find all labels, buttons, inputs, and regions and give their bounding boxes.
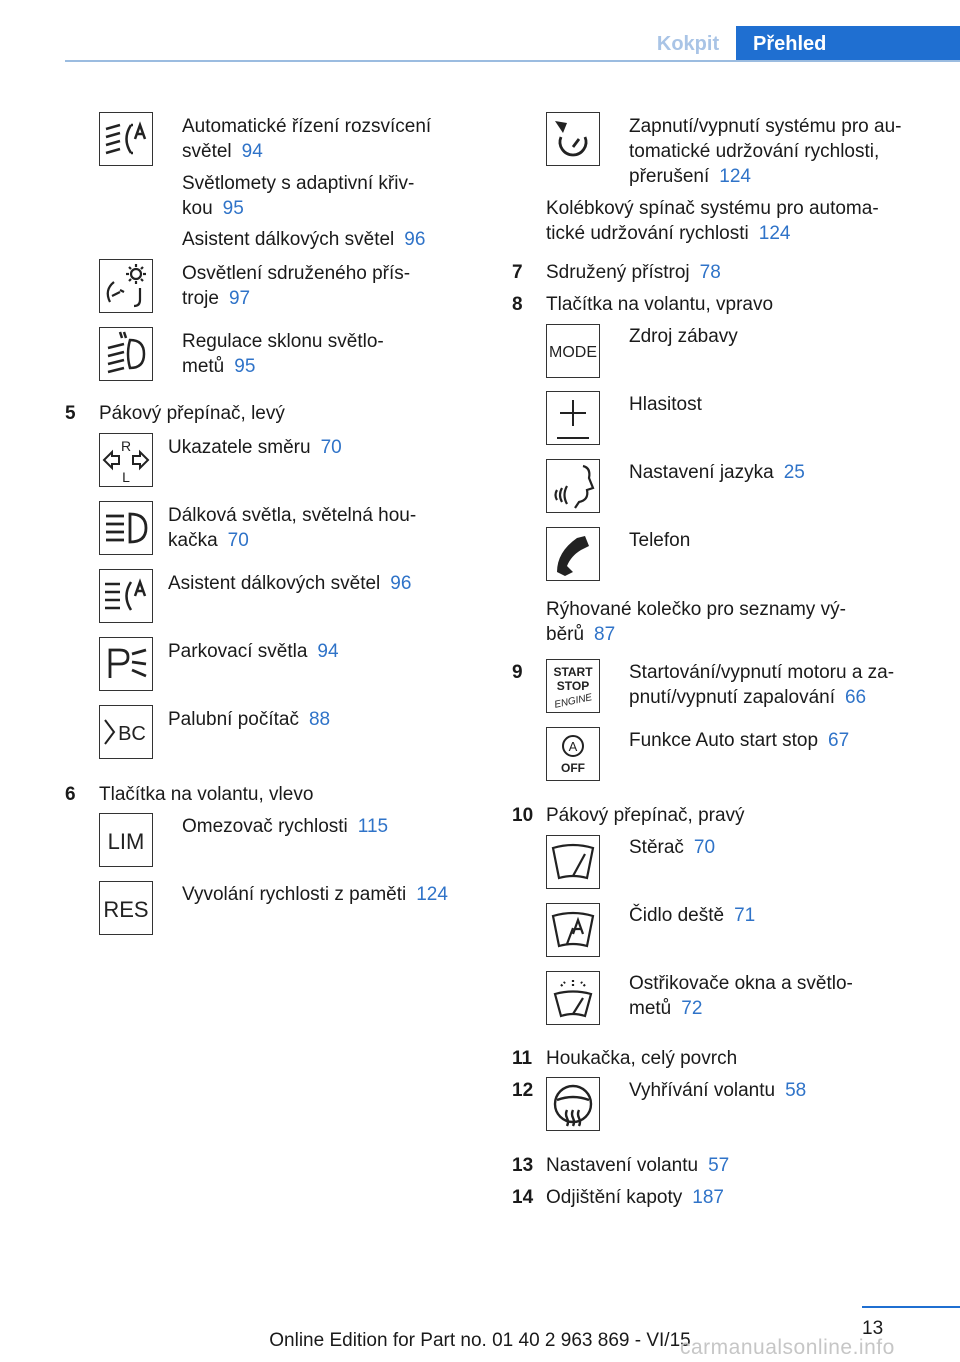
page-ref[interactable]: 67 xyxy=(828,730,850,751)
mode-button-icon xyxy=(546,324,600,378)
svg-text:A: A xyxy=(568,739,578,754)
page-ref[interactable]: 70 xyxy=(320,437,342,458)
svg-text:START: START xyxy=(553,665,593,679)
auto-headlight-icon xyxy=(99,112,153,166)
page-ref[interactable]: 95 xyxy=(234,356,256,377)
page-ref[interactable]: 78 xyxy=(699,262,721,283)
page-ref[interactable]: 25 xyxy=(783,462,805,483)
turn-signal-icon xyxy=(99,433,153,487)
svg-text:L: L xyxy=(122,469,130,485)
svg-text:MODE: MODE xyxy=(549,344,597,361)
start-stop-button-icon xyxy=(546,659,600,713)
page-ref[interactable]: 94 xyxy=(317,641,339,662)
section-number-9: 9 xyxy=(512,662,523,683)
tab-kokpit[interactable]: Kokpit xyxy=(656,33,720,55)
page-ref[interactable]: 124 xyxy=(416,884,448,905)
item-volume: Hlasitost xyxy=(629,394,702,415)
high-beam-icon xyxy=(99,501,153,555)
item-high-beam-assist: Asistent dálkových světel 96 xyxy=(182,229,426,250)
page-ref[interactable]: 96 xyxy=(404,229,426,250)
steering-heat-icon xyxy=(546,1077,600,1131)
item-washer: Ostřikovače okna a světlo- metů 72 xyxy=(629,973,853,1019)
item-headlight-range: Regulace sklonu světlo- metů 95 xyxy=(182,331,384,377)
wiper-icon xyxy=(546,835,600,889)
item-language-setting: Nastavení jazyka 25 xyxy=(629,462,805,483)
item-steering-heat: Vyhřívání volantu 58 xyxy=(629,1080,807,1101)
section-title-8: Tlačítka na volantu, vpravo xyxy=(546,294,774,315)
page-ref[interactable]: 95 xyxy=(222,198,244,219)
section-number-13: 13 xyxy=(512,1155,534,1176)
item-resume-speed: Vyvolání rychlosti z paměti 124 xyxy=(182,884,448,905)
page-ref[interactable]: 97 xyxy=(228,288,251,309)
item-auto-headlight: Automatické řízení rozsvícení světel 94 xyxy=(182,116,432,162)
section-title-13: Nastavení volantu 57 xyxy=(546,1155,730,1176)
item-turn-signal: Ukazatele směru 70 xyxy=(168,437,342,458)
section-title-10: Pákový přepínač, pravý xyxy=(546,805,745,826)
parking-light-icon xyxy=(99,637,153,691)
section-number-10: 10 xyxy=(512,805,534,826)
page-ref[interactable]: 70 xyxy=(227,530,249,551)
item-cruise-control: Zapnutí/vypnutí systému pro au- tomatické udržování rychlosti, přerušení 124 xyxy=(629,116,902,187)
item-entertainment-source: Zdroj zábavy xyxy=(629,326,738,347)
section-number-8: 8 xyxy=(512,294,523,315)
section-number-6: 6 xyxy=(65,784,76,805)
tab-prehled[interactable]: Přehled xyxy=(736,26,960,62)
page-ref[interactable]: 72 xyxy=(681,998,703,1019)
item-board-computer: Palubní počítač 88 xyxy=(168,709,331,730)
section-number-12: 12 xyxy=(512,1080,534,1101)
header-rule xyxy=(65,60,960,62)
section-title-5: Pákový přepínač, levý xyxy=(99,403,285,424)
item-high-beam-assist-2: Asistent dálkových světel 96 xyxy=(168,573,412,594)
voice-command-icon xyxy=(546,459,600,513)
high-beam-assist-icon xyxy=(99,569,153,623)
rain-sensor-icon xyxy=(546,903,600,957)
item-high-beam: Dálková světla, světelná hou- kačka 70 xyxy=(168,505,417,551)
page-number-rule xyxy=(862,1306,960,1308)
page-ref[interactable]: 88 xyxy=(308,709,331,730)
section-number-11: 11 xyxy=(512,1048,533,1069)
board-computer-icon xyxy=(99,705,153,759)
washer-icon xyxy=(546,971,600,1025)
item-auto-start-stop: Funkce Auto start stop 67 xyxy=(629,730,850,751)
section-title-11: Houkačka, celý povrch xyxy=(546,1048,738,1069)
page-ref[interactable]: 58 xyxy=(785,1080,807,1101)
item-wiper: Stěrač 70 xyxy=(629,837,716,858)
item-speed-limiter: Omezovač rychlosti 115 xyxy=(182,816,389,837)
page-ref[interactable]: 71 xyxy=(734,905,756,926)
item-adaptive-headlight: Světlomety s adaptivní křiv- kou 95 xyxy=(182,173,415,219)
page-ref[interactable]: 124 xyxy=(758,223,791,244)
section-number-5: 5 xyxy=(65,403,76,424)
item-scroll-wheel: Rýhované kolečko pro seznamy vý- běrů 87 xyxy=(546,599,846,645)
svg-text:BC: BC xyxy=(118,723,146,745)
item-cruise-rocker: Kolébkový spínač systému pro automa- tické udržování rychlosti 124 xyxy=(546,198,879,244)
item-parking-light: Parkovací světla 94 xyxy=(168,641,339,662)
lim-button-icon xyxy=(99,813,153,867)
headlight-range-icon xyxy=(99,327,153,381)
svg-text:STOP: STOP xyxy=(556,679,590,693)
cruise-control-icon xyxy=(546,112,600,166)
page-ref[interactable]: 57 xyxy=(708,1155,730,1176)
item-start-stop: Startování/vypnutí motoru a za- pnutí/vypnutí zapalování 66 xyxy=(629,662,895,708)
svg-text:LIM: LIM xyxy=(107,829,145,854)
item-instrument-lighting: Osvětlení sdruženého přís- troje 97 xyxy=(182,263,411,309)
instrument-lighting-icon xyxy=(99,259,153,313)
svg-text:OFF: OFF xyxy=(561,761,585,775)
page-ref[interactable]: 70 xyxy=(693,837,716,858)
section-title-14: Odjištění kapoty 187 xyxy=(546,1187,724,1208)
svg-text:RES: RES xyxy=(103,897,149,922)
section-title-6: Tlačítka na volantu, vlevo xyxy=(99,784,314,805)
item-rain-sensor: Čidlo deště 71 xyxy=(629,905,756,926)
page-ref[interactable]: 187 xyxy=(692,1187,724,1208)
svg-text:ENGINE: ENGINE xyxy=(553,692,594,711)
auto-start-stop-icon xyxy=(546,727,600,781)
svg-text:R: R xyxy=(120,438,132,454)
page-ref[interactable]: 96 xyxy=(390,573,412,594)
page-number: 13 xyxy=(862,1318,884,1339)
edition-footer: Online Edition for Part no. 01 40 2 963 869 - VI/15 xyxy=(269,1330,691,1351)
page-ref[interactable]: 124 xyxy=(719,166,751,187)
page-ref[interactable]: 66 xyxy=(844,687,867,708)
page-ref[interactable]: 115 xyxy=(357,816,389,837)
watermark: carmanualsonline.info xyxy=(680,1336,895,1359)
phone-icon xyxy=(546,527,600,581)
res-button-icon xyxy=(99,881,153,935)
page-ref[interactable]: 87 xyxy=(594,624,616,645)
section-number-14: 14 xyxy=(512,1187,534,1208)
section-title-7: Sdružený přístroj 78 xyxy=(546,262,721,283)
section-number-7: 7 xyxy=(512,262,523,283)
item-phone: Telefon xyxy=(629,530,691,551)
page-ref[interactable]: 94 xyxy=(241,141,263,162)
volume-icon xyxy=(546,391,600,445)
